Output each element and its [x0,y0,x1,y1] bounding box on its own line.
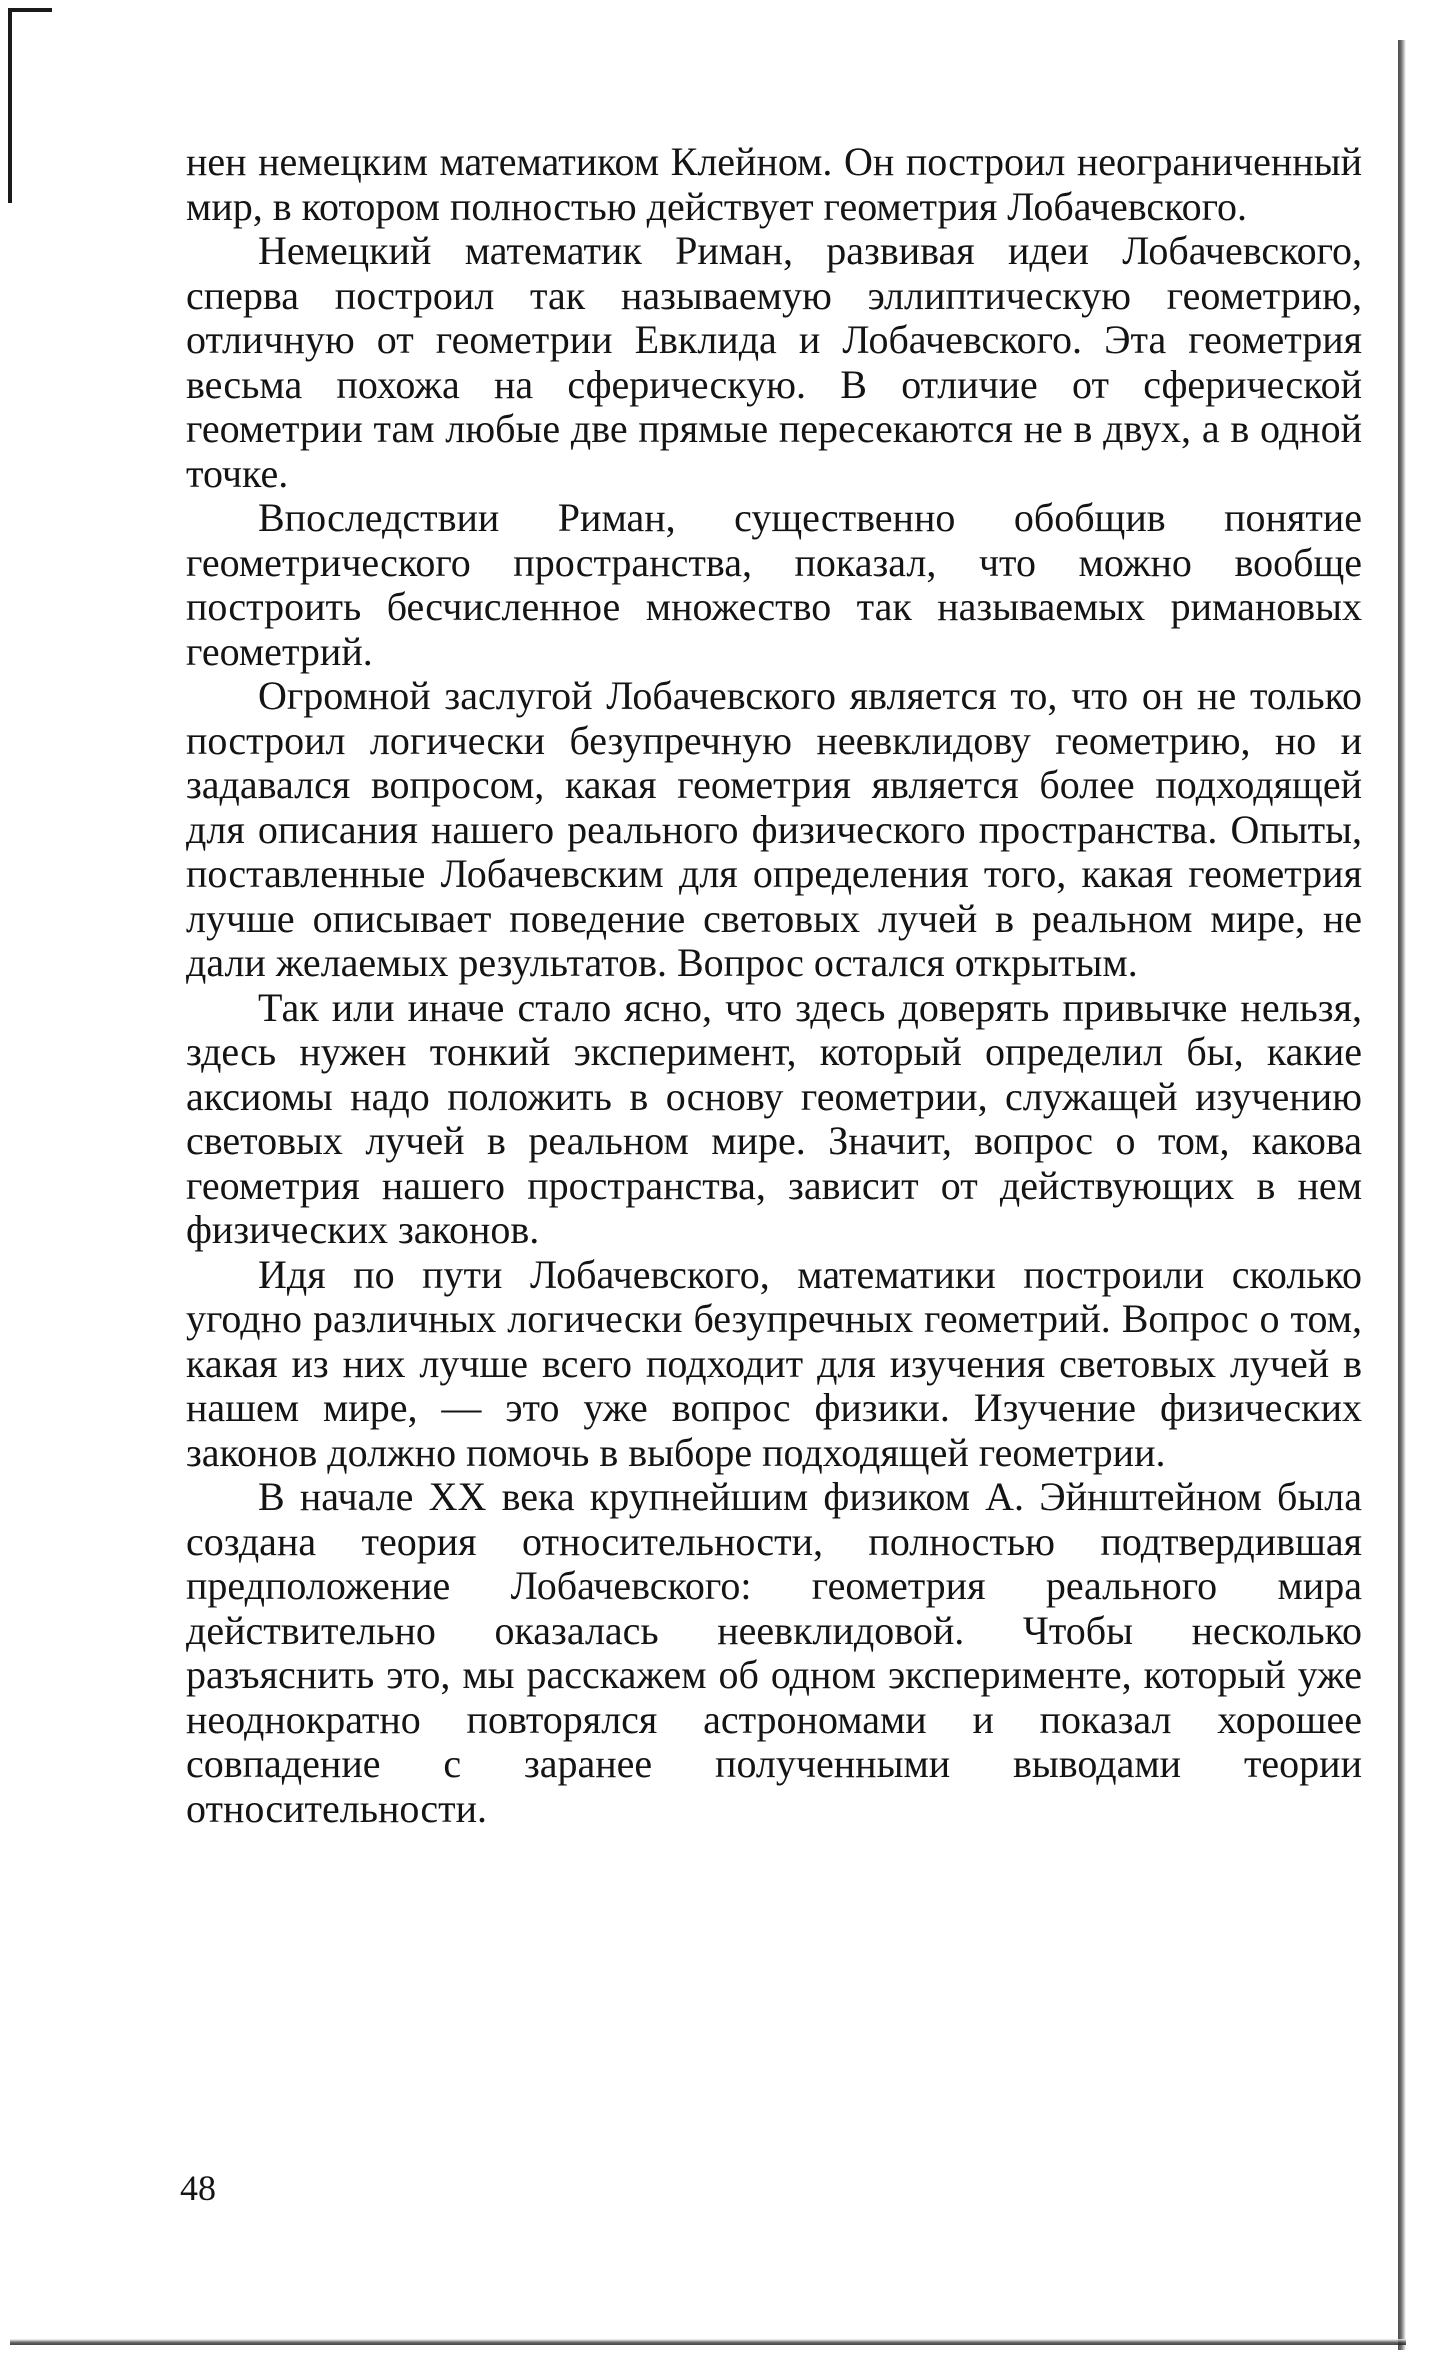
paragraph-riemann-elliptic: Немецкий математик Риман, развивая идеи Лобачевского, сперва построил так называемую эллиптическую геометрию, отличную от геометрии Евклида и Лобачевского. Эта геометрия весьма похожа на сферическую. В отличие от сферической геометрии там любые две прямые пересекаются не в двух, а в одной точке. [186,228,1362,496]
page-number: 48 [180,2168,216,2208]
scan-corner-mark-vertical [8,8,12,203]
scan-page-edge-bottom [10,2339,1406,2345]
scan-page-edge-right [1398,40,1406,2350]
paragraph-riemannian-geometries: Впоследствии Риман, существенно обобщив понятие геометрического пространства, показал, что можно вообще построить бесчисленное множество так называемых римановых геометрий. [186,495,1362,674]
scan-corner-mark-horizontal [8,8,52,12]
paragraph-experiment-needed: Так или иначе стало ясно, что здесь доверять привычке нельзя, здесь нужен тонкий эксперимент, который определил бы, какие аксиомы надо положить в основу геометрии, служащей изучению световых лучей в реальном мире. Значит, вопрос о том, какова геометрия нашего пространства, зависит от действующих в нем физических законов. [186,984,1362,1252]
paragraph-lobachevsky-merit: Огромной заслугой Лобачевского является то, что он не только построил логически безупречную неевклидову геометрию, но и задавался вопросом, какая геометрия является более подходящей для описания нашего реального физического пространства. Опыты, поставленные Лобачевским для определения того, какая геометрия лучше описывает поведение световых лучей в реальном мире, не дали желаемых результатов. Вопрос остался открытым. [186,673,1362,985]
page-body-text [186,140,1362,1831]
paragraph-einstein-relativity: В начале XX века крупнейшим физиком А. Эйнштейном была создана теория относительности, полностью подтвердившая предположение Лобачевского: геометрия реального мира действительно оказалась неевклидовой. Чтобы несколько разъяснить это, мы расскажем об одном эксперименте, который уже неоднократно повторялся астрономами и показал хорошее совпадение с заранее полученными выводами теории относительности. [186,1474,1362,1831]
paragraph-physics-question: Идя по пути Лобачевского, математики построили сколько угодно различных логически безупречных геометрий. Вопрос о том, какая из них лучше всего подходит для изучения световых лучей в нашем мире, — это уже вопрос физики. Изучение физических законов должно помочь в выборе подходящей геометрии. [186,1251,1362,1475]
paragraph-continuation: нен немецким математиком Клейном. Он построил неограниченный мир, в котором полностью действует геометрия Лобачевского. [186,139,1362,229]
